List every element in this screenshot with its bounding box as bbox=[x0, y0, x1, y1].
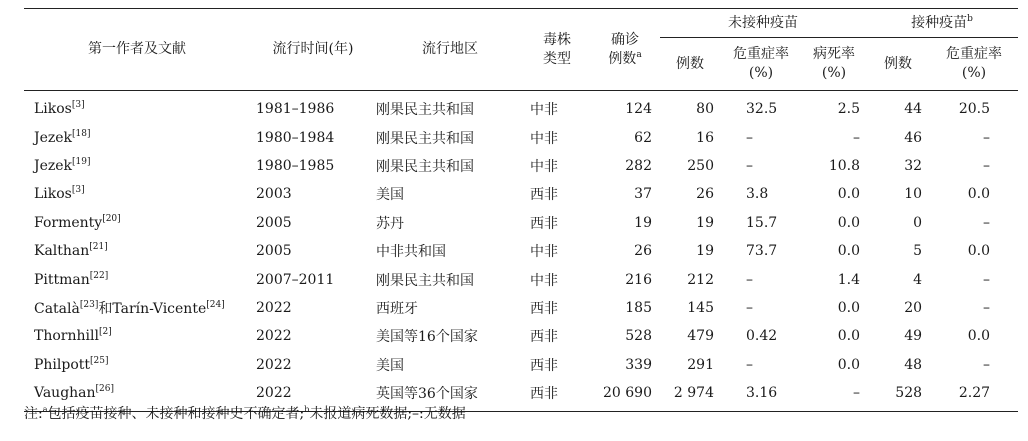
cell-region: 刚果民主共和国 bbox=[376, 102, 474, 119]
author-name: Likos bbox=[34, 101, 72, 118]
cell-confirmed: 216 bbox=[625, 271, 652, 288]
author-name: Philpott bbox=[34, 356, 91, 373]
cell-strain: 西非 bbox=[530, 215, 558, 232]
cell-author bbox=[24, 237, 250, 265]
cell-region: 刚果民主共和国 bbox=[376, 158, 474, 175]
header-vacc-cases: 例数 bbox=[866, 38, 930, 91]
cell-vacc-cases: 528 bbox=[866, 379, 930, 412]
cell-period: 1980–1985 bbox=[256, 157, 335, 174]
table-row bbox=[24, 294, 1018, 322]
cell-unvacc-cases: 2 974 bbox=[660, 379, 720, 412]
header-strain bbox=[524, 9, 590, 91]
cell-unvacc-severe: – bbox=[746, 129, 753, 146]
cell-region: 美国 bbox=[376, 187, 404, 204]
cell-vacc-cases: 44 bbox=[904, 101, 923, 118]
header-vacc-severe-line1: 危重症率 bbox=[946, 46, 1003, 62]
header-confirmed-line2: 例数 bbox=[608, 50, 637, 67]
cell-strain: 中非 bbox=[530, 158, 558, 175]
cell-unvacc-severe: 3.16 bbox=[720, 379, 802, 412]
cell-period: 2022 bbox=[256, 328, 292, 345]
cell-confirmed: 124 bbox=[625, 101, 652, 118]
header-unvacc-severe bbox=[720, 38, 802, 91]
author-name-secondary: 和Tarín-Vicente bbox=[98, 300, 207, 317]
cell-vacc-cases: 49 bbox=[904, 328, 923, 345]
cell-unvacc-death: 0.0 bbox=[837, 214, 861, 231]
cell-unvacc-severe: – bbox=[746, 157, 753, 174]
cell-vacc-cases: 0 bbox=[913, 214, 923, 231]
header-row-1 bbox=[24, 9, 1018, 38]
cell-author bbox=[24, 209, 250, 237]
cell-confirmed: 19 bbox=[634, 214, 652, 231]
cell-vacc-severe: 0.0 bbox=[967, 243, 991, 260]
cell-vacc-severe: 20.5 bbox=[958, 101, 991, 118]
cell-vacc-cases: 46 bbox=[904, 129, 923, 146]
table-row bbox=[24, 322, 1018, 350]
cell-confirmed: 185 bbox=[625, 299, 652, 316]
cell-period: 2003 bbox=[256, 186, 292, 203]
author-name: Jezek bbox=[34, 129, 73, 146]
table-row bbox=[24, 351, 1018, 379]
data-table-container bbox=[24, 8, 1018, 412]
author-ref: [3] bbox=[71, 100, 85, 111]
cell-unvacc-cases: 291 bbox=[687, 356, 714, 373]
author-name: Formenty bbox=[34, 214, 103, 231]
cell-confirmed: 26 bbox=[634, 243, 652, 260]
cell-author bbox=[24, 91, 250, 124]
cell-unvacc-death: – bbox=[802, 379, 866, 412]
header-vaccinated-label: 接种疫苗 bbox=[911, 14, 968, 31]
cell-region: 苏丹 bbox=[376, 215, 404, 232]
cell-unvacc-severe: 0.42 bbox=[746, 328, 778, 345]
author-name: Pittman bbox=[34, 271, 90, 288]
cell-region: 美国等16个国家 bbox=[376, 329, 478, 346]
cell-unvacc-severe: – bbox=[746, 299, 753, 316]
cell-vacc-severe: 2.27 bbox=[930, 379, 1018, 412]
cell-period: 2022 bbox=[250, 379, 376, 412]
cell-region: 西班牙 bbox=[376, 300, 418, 317]
cell-confirmed: 339 bbox=[625, 356, 652, 373]
author-ref: [18] bbox=[72, 128, 91, 139]
header-confirmed bbox=[590, 9, 660, 91]
cell-unvacc-cases: 145 bbox=[687, 299, 714, 316]
cell-unvacc-death: 0.0 bbox=[837, 299, 861, 316]
header-strain-line2: 类型 bbox=[543, 50, 571, 67]
cell-vacc-severe: – bbox=[983, 271, 991, 288]
cell-vacc-cases: 20 bbox=[904, 299, 923, 316]
cell-strain: 西非 bbox=[530, 329, 558, 346]
cell-vacc-cases: 48 bbox=[904, 356, 923, 373]
cell-strain: 中非 bbox=[530, 244, 558, 261]
header-confirmed-sup: a bbox=[636, 49, 642, 60]
cell-vacc-severe: – bbox=[983, 214, 991, 231]
header-unvacc-cases: 例数 bbox=[660, 38, 720, 91]
cell-vacc-cases: 5 bbox=[913, 243, 923, 260]
header-vaccinated-sup: b bbox=[967, 13, 973, 24]
cell-region: 美国 bbox=[376, 357, 404, 374]
cell-confirmed: 20 690 bbox=[590, 379, 660, 412]
author-ref: [20] bbox=[102, 213, 121, 224]
header-period: 流行时间(年) bbox=[250, 9, 376, 91]
footnote-sup-b: b bbox=[304, 405, 310, 414]
cell-vacc-severe: – bbox=[983, 299, 991, 316]
author-ref: [22] bbox=[89, 270, 109, 281]
cell-vacc-cases: 10 bbox=[904, 186, 923, 203]
header-unvacc-death bbox=[802, 38, 866, 91]
header-vaccinated-group bbox=[866, 9, 1018, 38]
cell-unvacc-death: 0.0 bbox=[837, 243, 861, 260]
cell-period: 2005 bbox=[256, 243, 292, 260]
table-row bbox=[24, 123, 1018, 151]
cell-confirmed: 37 bbox=[634, 186, 652, 203]
cell-author bbox=[24, 322, 250, 350]
header-vacc-severe bbox=[930, 38, 1018, 91]
cell-unvacc-severe: 3.8 bbox=[746, 186, 769, 203]
author-ref: [3] bbox=[71, 185, 85, 196]
author-name: Català bbox=[34, 300, 80, 317]
cell-unvacc-death: 10.8 bbox=[828, 157, 861, 174]
cell-region: 英国等36个国家 bbox=[376, 379, 524, 412]
mpox-vaccination-table bbox=[24, 8, 1018, 412]
table-footnote bbox=[24, 404, 466, 424]
footnote-part-b: 未报道病死数据;–:无数据 bbox=[309, 406, 466, 422]
cell-vacc-cases: 32 bbox=[904, 157, 923, 174]
author-name: Vaughan bbox=[34, 385, 96, 402]
cell-strain: 西非 bbox=[530, 300, 558, 317]
author-ref-secondary: [24] bbox=[206, 299, 225, 310]
cell-vacc-cases: 4 bbox=[913, 271, 923, 288]
header-confirmed-line1: 确诊 bbox=[611, 31, 639, 48]
cell-vacc-severe: – bbox=[983, 157, 991, 174]
cell-author bbox=[24, 152, 250, 180]
table-row bbox=[24, 91, 1018, 124]
cell-unvacc-death: 2.5 bbox=[837, 101, 861, 118]
cell-author bbox=[24, 123, 250, 151]
header-unvaccinated-group: 未接种疫苗 bbox=[660, 9, 866, 38]
table-row bbox=[24, 180, 1018, 208]
cell-period: 1981–1986 bbox=[256, 101, 335, 118]
cell-vacc-severe: – bbox=[983, 129, 991, 146]
cell-vacc-severe: 0.0 bbox=[967, 328, 991, 345]
table-row bbox=[24, 265, 1018, 293]
cell-unvacc-severe: – bbox=[746, 271, 753, 288]
footnote-prefix: 注: bbox=[24, 406, 43, 422]
cell-unvacc-cases: 250 bbox=[687, 157, 714, 174]
cell-unvacc-severe: 73.7 bbox=[746, 243, 778, 260]
cell-author bbox=[24, 180, 250, 208]
header-region: 流行地区 bbox=[376, 9, 524, 91]
table-row bbox=[24, 209, 1018, 237]
cell-unvacc-cases: 26 bbox=[696, 186, 714, 203]
cell-unvacc-severe: – bbox=[746, 356, 753, 373]
cell-unvacc-cases: 80 bbox=[696, 101, 714, 118]
header-author: 第一作者及文献 bbox=[24, 9, 250, 91]
table-row bbox=[24, 152, 1018, 180]
author-name: Likos bbox=[34, 186, 72, 203]
header-unvacc-severe-line1: 危重症率 bbox=[733, 46, 789, 62]
author-ref: [2] bbox=[98, 327, 112, 338]
cell-unvacc-death: – bbox=[853, 129, 861, 146]
cell-unvacc-death: 0.0 bbox=[837, 186, 861, 203]
cell-period: 2005 bbox=[256, 214, 292, 231]
author-ref: [23] bbox=[79, 299, 99, 310]
header-unvacc-death-line2: (%) bbox=[821, 65, 847, 81]
cell-strain: 中非 bbox=[530, 102, 558, 119]
author-ref: [26] bbox=[95, 384, 115, 395]
header-strain-line1: 毒株 bbox=[543, 31, 571, 48]
cell-unvacc-severe: 32.5 bbox=[746, 101, 778, 118]
cell-unvacc-severe: 15.7 bbox=[746, 214, 778, 231]
cell-period: 2022 bbox=[256, 356, 292, 373]
cell-author bbox=[24, 265, 250, 293]
author-ref: [21] bbox=[89, 242, 108, 253]
cell-author bbox=[24, 294, 250, 322]
author-ref: [25] bbox=[90, 355, 109, 366]
cell-period: 1980–1984 bbox=[256, 129, 335, 146]
cell-region: 刚果民主共和国 bbox=[376, 130, 474, 147]
cell-region: 刚果民主共和国 bbox=[376, 272, 474, 289]
cell-confirmed: 62 bbox=[634, 129, 652, 146]
cell-region: 中非共和国 bbox=[376, 244, 446, 261]
cell-strain: 西非 bbox=[524, 379, 590, 412]
cell-strain: 西非 bbox=[530, 187, 558, 204]
cell-confirmed: 528 bbox=[625, 328, 652, 345]
author-name: Jezek bbox=[34, 157, 73, 174]
author-name: Kalthan bbox=[34, 243, 90, 260]
cell-strain: 中非 bbox=[530, 272, 558, 289]
cell-unvacc-cases: 212 bbox=[687, 271, 714, 288]
cell-unvacc-cases: 19 bbox=[696, 243, 714, 260]
cell-period: 2022 bbox=[256, 299, 292, 316]
cell-unvacc-death: 0.0 bbox=[837, 328, 861, 345]
table-body bbox=[24, 91, 1018, 412]
cell-unvacc-death: 1.4 bbox=[837, 271, 861, 288]
cell-unvacc-cases: 479 bbox=[687, 328, 714, 345]
author-ref: [19] bbox=[72, 156, 91, 167]
cell-unvacc-cases: 16 bbox=[696, 129, 714, 146]
cell-confirmed: 282 bbox=[625, 157, 652, 174]
table-row bbox=[24, 237, 1018, 265]
cell-strain: 西非 bbox=[530, 357, 558, 374]
cell-period: 2007–2011 bbox=[256, 271, 335, 288]
header-vacc-severe-line2: (%) bbox=[961, 65, 987, 81]
header-unvacc-death-line1: 病死率 bbox=[813, 46, 855, 62]
header-unvacc-severe-line2: (%) bbox=[748, 65, 774, 81]
cell-vacc-severe: 0.0 bbox=[967, 186, 991, 203]
cell-vacc-severe: – bbox=[983, 356, 991, 373]
cell-unvacc-death: 0.0 bbox=[837, 356, 861, 373]
footnote-sup-a: a bbox=[42, 405, 48, 414]
cell-strain: 中非 bbox=[530, 130, 558, 147]
cell-unvacc-cases: 19 bbox=[696, 214, 714, 231]
footnote-part-a: 包括疫苗接种、未接种和接种史不确定者; bbox=[47, 406, 305, 422]
cell-author bbox=[24, 351, 250, 379]
author-name: Thornhill bbox=[34, 328, 99, 345]
